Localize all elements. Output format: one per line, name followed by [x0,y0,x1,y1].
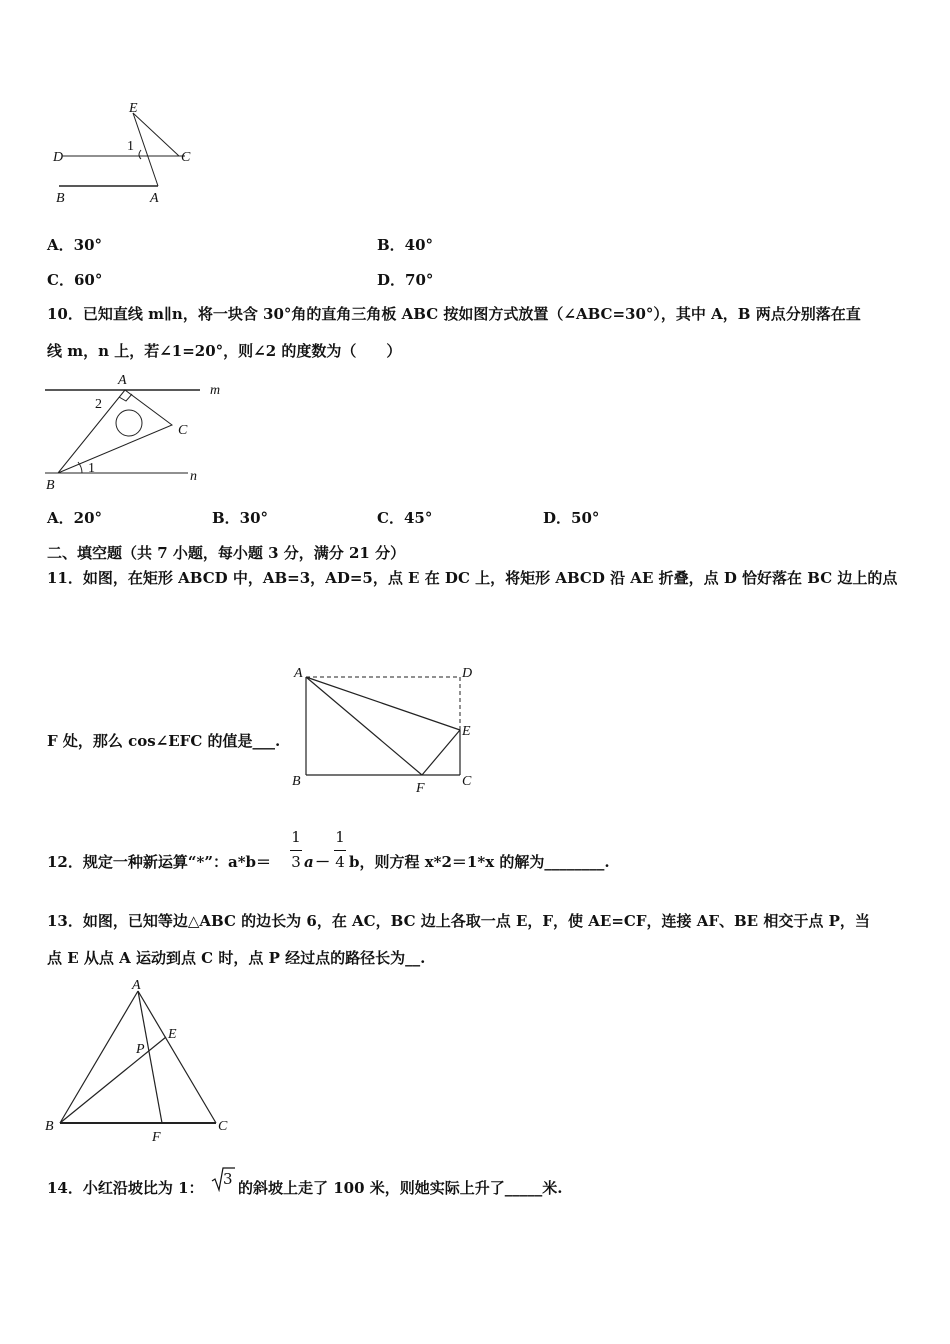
q11-figure [288,660,488,800]
q11-label-F: F [416,781,425,796]
q13-text-line2: 点 E 从点 A 运动到点 C 时，点 P 经过点的路径长为__. [47,949,426,967]
q13-label-C: C [218,1119,228,1134]
q13-label-B: B [45,1119,54,1134]
q12-prefix: 12．规定一种新运算“*”：a*b＝ [47,853,272,871]
q13-label-F: F [152,1130,161,1145]
q11-label-E: E [462,724,471,739]
q14-suffix: 的斜坡上走了 100 米，则她实际上升了_____米. [238,1179,563,1197]
q9-option-a: A．30° [47,236,103,254]
q10-option-c: C．45° [377,509,433,527]
q11-label-A: A [294,666,303,681]
q10-label-B: B [46,478,55,493]
q9-label-C: C [181,150,191,165]
q10-label-n: n [190,469,197,484]
q10-label-2: 2 [95,397,102,412]
q13-label-E: E [168,1027,177,1042]
q10-text-line2: 线 m，n 上，若∠1=20°，则∠2 的度数为（ ） [47,342,402,360]
q13-label-P: P [136,1042,145,1057]
q10-figure [40,370,240,495]
q12-frac2-bar [334,850,346,851]
q13-label-A: A [132,978,141,993]
q12-mid: a－ [304,853,329,871]
q10-option-d: D．50° [543,509,600,527]
q12-frac1-num: 1 [291,828,301,846]
q9-figure [45,95,215,210]
q12-suffix: b，则方程 x*2＝1*x 的解为________. [349,853,610,871]
q12-frac2-den: 4 [335,853,345,871]
q11-label-C: C [462,774,472,789]
q10-label-A: A [118,373,127,388]
q9-label-E: E [129,101,138,116]
q9-label-1: 1 [127,139,134,154]
q14-radicand: 3 [223,1170,233,1188]
q9-label-A: A [150,191,159,206]
q12-frac2-num: 1 [335,828,345,846]
section-2-heading: 二、填空题（共 7 小题，每小题 3 分，满分 21 分） [47,544,406,562]
q10-text-line1: 10．已知直线 m∥n，将一块含 30°角的直角三角板 ABC 按如图方式放置（∠ABC=30°），其中 A，B 两点分别落在直 [47,305,861,323]
q11-text-line2: F 处，那么 cos∠EFC 的值是___. [47,732,281,750]
q10-option-a: A．20° [47,509,103,527]
q9-option-d: D．70° [377,271,434,289]
q10-label-C: C [178,423,188,438]
q11-label-B: B [292,774,301,789]
q11-text-line1: 11．如图，在矩形 ABCD 中，AB=3，AD=5，点 E 在 DC 上，将矩形 ABCD 沿 AE 折叠，点 D 恰好落在 BC 边上的点 [47,569,898,587]
q9-option-c: C．60° [47,271,103,289]
q9-label-D: D [53,150,64,165]
q13-figure [40,975,240,1150]
q12-frac1-bar [290,850,302,851]
q10-option-b: B．30° [212,509,269,527]
q10-label-1: 1 [88,461,95,476]
q14-prefix: 14．小红沿坡比为 1： [47,1179,204,1197]
q9-option-b: B．40° [377,236,434,254]
q11-label-D: D [462,666,473,681]
q12-frac1-den: 3 [291,853,301,871]
q10-label-m: m [210,383,221,398]
q9-label-B: B [56,191,65,206]
q13-text-line1: 13．如图，已知等边△ABC 的边长为 6，在 AC，BC 边上各取一点 E，F，使 AE=CF，连接 AF、BE 相交于点 P，当 [47,912,870,930]
